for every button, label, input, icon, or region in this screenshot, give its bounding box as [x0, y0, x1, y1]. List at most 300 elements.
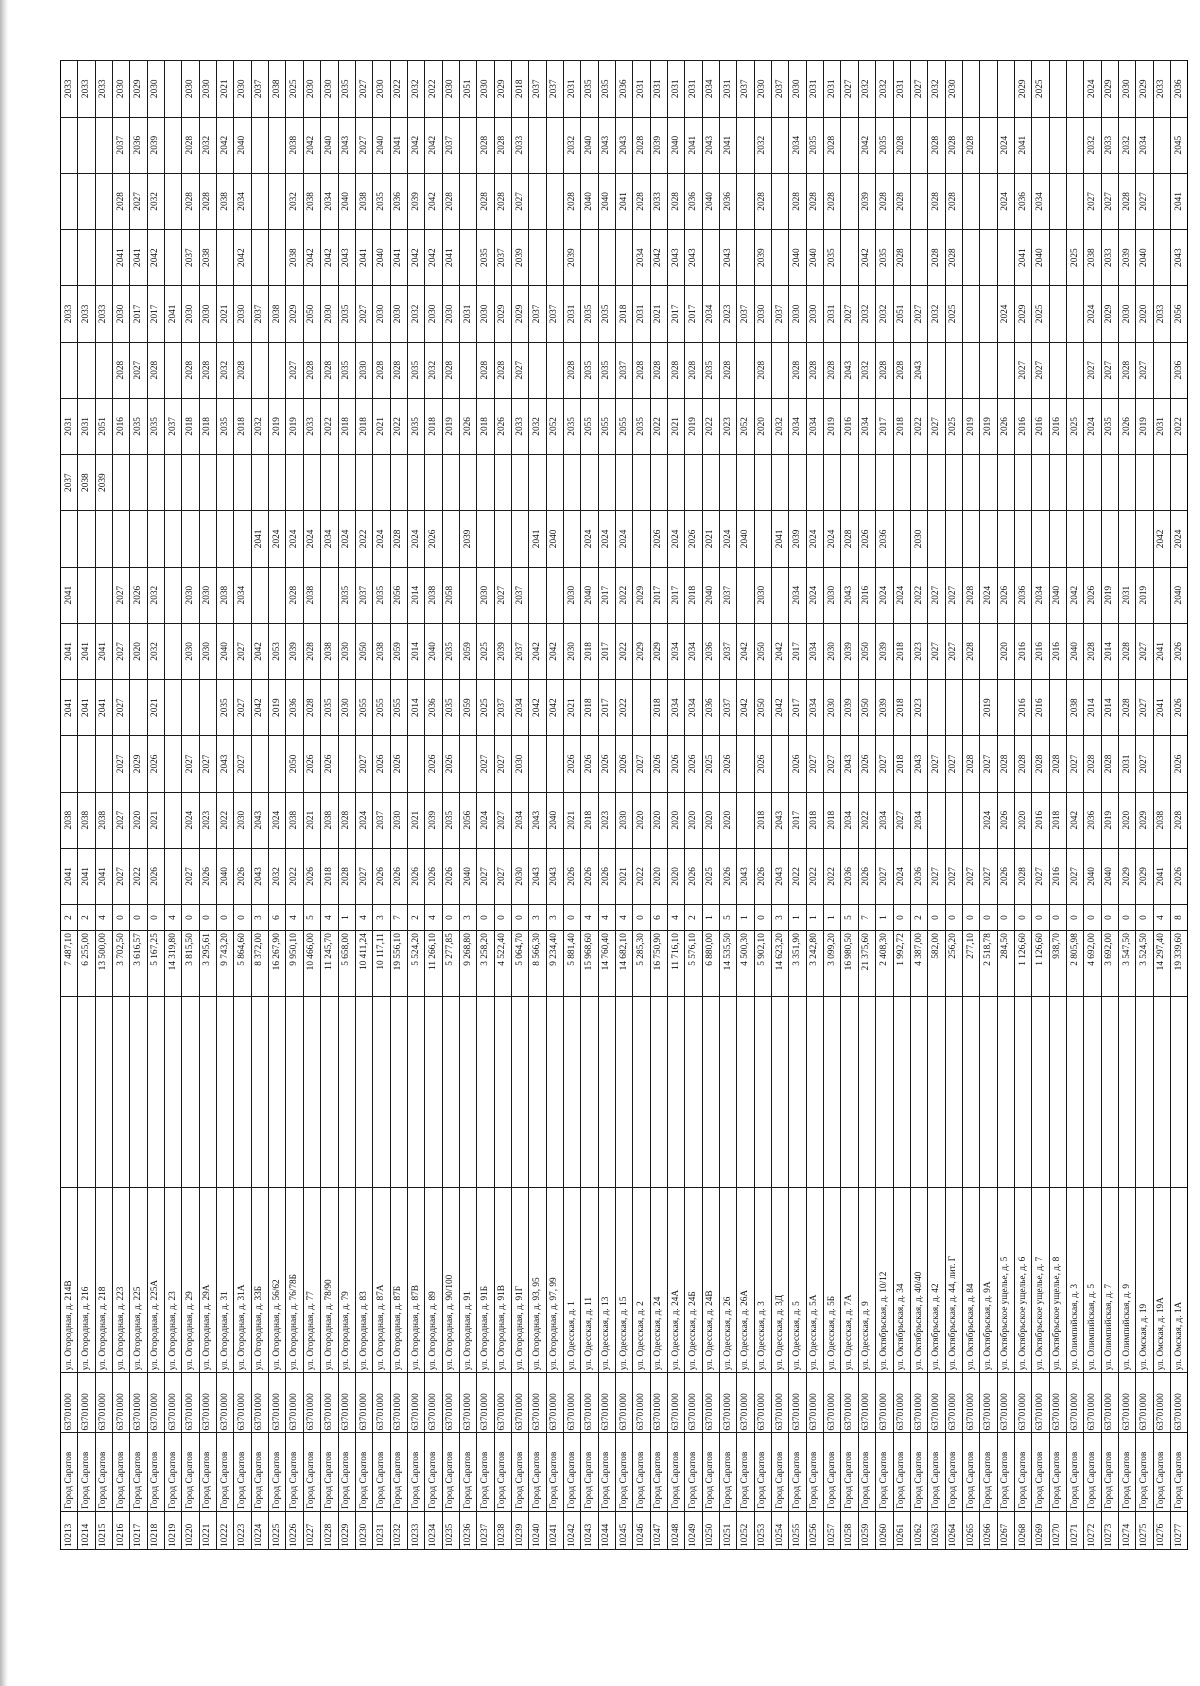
year-cell: [581, 455, 598, 511]
city-cell: Город Саратов: [251, 1433, 268, 1511]
city-cell: Город Саратов: [113, 1433, 130, 1511]
floors-cell: 0: [217, 905, 234, 931]
empty-cell: [373, 997, 390, 1188]
address-cell: ул. Одесская, д. 5А: [806, 1188, 823, 1373]
year-cell: 2020: [633, 792, 650, 848]
floors-cell: 4: [355, 905, 372, 931]
city-cell: Город Саратов: [633, 1433, 650, 1511]
year-cell: 2034: [1032, 567, 1049, 623]
year-cell: 2024: [824, 511, 841, 567]
row-number-cell: 10249: [685, 1511, 702, 1549]
year-cell: 2016: [1014, 623, 1031, 679]
floors-cell: 3: [251, 905, 268, 931]
empty-cell: [616, 997, 633, 1188]
empty-cell: [668, 997, 685, 1188]
table-row: [199, 61, 216, 1550]
city-cell: Город Саратов: [182, 1433, 199, 1511]
year-cell: [650, 455, 667, 511]
area-cell: 15 968,60: [581, 931, 598, 997]
city-cell: Город Саратов: [720, 1433, 737, 1511]
year-cell: [772, 736, 789, 792]
floors-cell: 0: [147, 905, 164, 931]
year-cell: 2030: [338, 623, 355, 679]
year-cell: 2040: [581, 117, 598, 173]
row-number-cell: 10247: [650, 1511, 667, 1549]
year-cell: 2041: [616, 173, 633, 229]
year-cell: 2021: [147, 792, 164, 848]
year-cell: 2038: [303, 173, 320, 229]
year-cell: [928, 511, 945, 567]
year-cell: 2041: [1171, 173, 1188, 229]
year-cell: 2039: [789, 511, 806, 567]
year-cell: [511, 455, 528, 511]
year-cell: 2027: [945, 623, 962, 679]
year-cell: [529, 173, 546, 229]
row-number-cell: 10273: [1101, 1511, 1118, 1549]
city-cell: Город Саратов: [269, 1433, 286, 1511]
year-cell: 2017: [598, 680, 615, 736]
row-number-cell: 10268: [1014, 1511, 1031, 1549]
oktmo-cell: 63701000: [720, 1373, 737, 1433]
year-cell: 2028: [893, 230, 910, 286]
table-row: [355, 61, 372, 1550]
address-cell: ул. Омская, д. 19: [1136, 1188, 1153, 1373]
year-cell: 2036: [425, 680, 442, 736]
year-cell: 2028: [442, 342, 459, 398]
year-cell: 2041: [251, 511, 268, 567]
year-cell: 2055: [616, 398, 633, 454]
year-cell: 2030: [754, 567, 771, 623]
year-cell: [1153, 230, 1170, 286]
oktmo-cell: 63701000: [1049, 1373, 1066, 1433]
table-row: [668, 61, 685, 1550]
address-cell: ул. Одесская, д. 15: [616, 1188, 633, 1373]
year-cell: 2031: [1118, 567, 1135, 623]
area-cell: 6 255,00: [78, 931, 95, 997]
oktmo-cell: 63701000: [286, 1373, 303, 1433]
year-cell: [165, 680, 182, 736]
floors-cell: 3: [529, 905, 546, 931]
year-cell: [997, 61, 1014, 118]
year-cell: 2028: [945, 173, 962, 229]
city-cell: Город Саратов: [61, 1433, 78, 1511]
year-cell: 2042: [546, 623, 563, 679]
year-cell: [269, 455, 286, 511]
year-cell: 2028: [113, 342, 130, 398]
year-cell: [997, 342, 1014, 398]
row-number-cell: 10263: [928, 1511, 945, 1549]
year-cell: 2016: [1032, 792, 1049, 848]
year-cell: 2033: [95, 61, 112, 118]
year-cell: 2040: [459, 848, 476, 904]
year-cell: [78, 511, 95, 567]
year-cell: 2026: [442, 736, 459, 792]
year-cell: [980, 511, 997, 567]
year-cell: 2024: [806, 567, 823, 623]
city-cell: Город Саратов: [217, 1433, 234, 1511]
year-cell: [459, 567, 476, 623]
year-cell: 2025: [702, 848, 719, 904]
area-cell: 5 864,60: [234, 931, 251, 997]
year-cell: [165, 230, 182, 286]
scan-edge-shadow: [0, 0, 8, 1686]
address-cell: ул. Огородная, д. 89: [425, 1188, 442, 1373]
table-row: [1136, 61, 1153, 1550]
empty-cell: [147, 997, 164, 1188]
row-number-cell: 10217: [130, 1511, 147, 1549]
floors-cell: 0: [1014, 905, 1031, 931]
year-cell: 2027: [876, 848, 893, 904]
year-cell: 2027: [1136, 736, 1153, 792]
year-cell: [61, 736, 78, 792]
address-cell: ул. Одесская, д. 3Д: [772, 1188, 789, 1373]
floors-cell: 7: [390, 905, 407, 931]
floors-cell: 0: [1084, 905, 1101, 931]
area-cell: 1 992,72: [893, 931, 910, 997]
year-cell: 2030: [199, 286, 216, 342]
year-cell: 2026: [650, 511, 667, 567]
year-cell: 2041: [61, 680, 78, 736]
year-cell: 2037: [720, 623, 737, 679]
year-cell: 2036: [685, 173, 702, 229]
year-cell: [1066, 173, 1083, 229]
year-cell: 2029: [1101, 61, 1118, 118]
year-cell: 2036: [702, 623, 719, 679]
year-cell: 2043: [841, 567, 858, 623]
row-number-cell: 10262: [910, 1511, 927, 1549]
year-cell: 2028: [234, 342, 251, 398]
year-cell: 2030: [616, 792, 633, 848]
capital-repair-schedule-table: [60, 60, 1188, 1550]
year-cell: 2037: [442, 117, 459, 173]
year-cell: 2043: [251, 792, 268, 848]
year-cell: 2028: [754, 173, 771, 229]
year-cell: 2026: [459, 398, 476, 454]
floors-cell: 0: [494, 905, 511, 931]
year-cell: 2028: [113, 173, 130, 229]
year-cell: 2032: [876, 286, 893, 342]
year-cell: 2030: [182, 286, 199, 342]
city-cell: Город Саратов: [1171, 1433, 1188, 1511]
year-cell: 2028: [824, 342, 841, 398]
year-cell: [980, 623, 997, 679]
year-cell: 2041: [78, 623, 95, 679]
year-cell: 2026: [1171, 736, 1188, 792]
table-row: [113, 61, 130, 1550]
year-cell: 2041: [95, 623, 112, 679]
year-cell: 2027: [355, 61, 372, 118]
city-cell: Город Саратов: [286, 1433, 303, 1511]
year-cell: 2041: [1014, 117, 1031, 173]
year-cell: 2040: [1171, 567, 1188, 623]
year-cell: [511, 511, 528, 567]
city-cell: Город Саратов: [1118, 1433, 1135, 1511]
year-cell: 2059: [459, 680, 476, 736]
address-cell: ул. Одесская, д. 24А: [668, 1188, 685, 1373]
oktmo-cell: 63701000: [303, 1373, 320, 1433]
row-number-cell: 10216: [113, 1511, 130, 1549]
empty-cell: [494, 997, 511, 1188]
table-row: [997, 61, 1014, 1550]
table-row: [980, 61, 997, 1550]
year-cell: 2024: [720, 511, 737, 567]
year-cell: [78, 567, 95, 623]
address-cell: ул. Огородная, д. 56/62: [269, 1188, 286, 1373]
year-cell: 2050: [858, 623, 875, 679]
table-row: [61, 61, 78, 1550]
year-cell: 2030: [199, 623, 216, 679]
row-number-cell: 10224: [251, 1511, 268, 1549]
year-cell: 2040: [546, 792, 563, 848]
floors-cell: 1: [806, 905, 823, 931]
year-cell: 2030: [234, 286, 251, 342]
row-number-cell: 10256: [806, 1511, 823, 1549]
year-cell: 2014: [1101, 680, 1118, 736]
year-cell: [1066, 117, 1083, 173]
year-cell: 2030: [147, 61, 164, 118]
empty-cell: [841, 997, 858, 1188]
year-cell: [459, 117, 476, 173]
year-cell: 2035: [442, 680, 459, 736]
year-cell: [910, 455, 927, 511]
area-cell: 3 351,90: [789, 931, 806, 997]
year-cell: 2037: [355, 567, 372, 623]
empty-cell: [130, 997, 147, 1188]
year-cell: [1032, 455, 1049, 511]
oktmo-cell: 63701000: [217, 1373, 234, 1433]
address-cell: ул. Олимпийская, д. 3: [1066, 1188, 1083, 1373]
oktmo-cell: 63701000: [130, 1373, 147, 1433]
oktmo-cell: 63701000: [1136, 1373, 1153, 1433]
address-cell: ул. Одесская, д. 5: [789, 1188, 806, 1373]
city-cell: Город Саратов: [1049, 1433, 1066, 1511]
year-cell: 2024: [997, 286, 1014, 342]
table-row: [702, 61, 719, 1550]
table-row: [269, 61, 286, 1550]
row-number-cell: 10229: [338, 1511, 355, 1549]
year-cell: [737, 736, 754, 792]
row-number-cell: 10275: [1136, 1511, 1153, 1549]
year-cell: [824, 455, 841, 511]
year-cell: 2017: [598, 567, 615, 623]
city-cell: Город Саратов: [858, 1433, 875, 1511]
year-cell: [616, 230, 633, 286]
floors-cell: 2: [61, 905, 78, 931]
year-cell: [980, 230, 997, 286]
year-cell: 2016: [1032, 680, 1049, 736]
year-cell: 2051: [893, 286, 910, 342]
year-cell: 2055: [390, 680, 407, 736]
year-cell: 2030: [511, 848, 528, 904]
year-cell: 2042: [425, 117, 442, 173]
city-cell: Город Саратов: [321, 1433, 338, 1511]
year-cell: 2028: [668, 342, 685, 398]
row-number-cell: 10233: [407, 1511, 424, 1549]
address-cell: ул. Олимпийская, д. 7: [1101, 1188, 1118, 1373]
address-cell: ул. Огородная, д. 29: [182, 1188, 199, 1373]
year-cell: 2043: [910, 736, 927, 792]
city-cell: Город Саратов: [234, 1433, 251, 1511]
year-cell: 2040: [702, 567, 719, 623]
year-cell: 2038: [1084, 230, 1101, 286]
year-cell: [1066, 511, 1083, 567]
year-cell: 2030: [789, 286, 806, 342]
year-cell: [1066, 286, 1083, 342]
year-cell: 2018: [199, 398, 216, 454]
area-cell: 3 692,00: [1101, 931, 1118, 997]
year-cell: [1136, 455, 1153, 511]
year-cell: [61, 342, 78, 398]
table-row: [529, 61, 546, 1550]
year-cell: 2024: [477, 792, 494, 848]
year-cell: 2037: [373, 792, 390, 848]
year-cell: 2043: [737, 848, 754, 904]
address-cell: ул. Огородная, д. 78/90: [321, 1188, 338, 1373]
oktmo-cell: 63701000: [633, 1373, 650, 1433]
year-cell: 2024: [581, 511, 598, 567]
floors-cell: 0: [1118, 905, 1135, 931]
year-cell: 2039: [563, 230, 580, 286]
address-cell: ул. Огородная, д. 77: [303, 1188, 320, 1373]
empty-cell: [893, 997, 910, 1188]
table-row: [546, 61, 563, 1550]
year-cell: 2055: [373, 680, 390, 736]
floors-cell: 7: [858, 905, 875, 931]
table-row: [598, 61, 615, 1550]
year-cell: 2018: [616, 286, 633, 342]
address-cell: ул. Одесская, д. 24: [650, 1188, 667, 1373]
year-cell: 2041: [61, 848, 78, 904]
year-cell: 2026: [373, 736, 390, 792]
area-cell: 16 267,90: [269, 931, 286, 997]
year-cell: [598, 455, 615, 511]
year-cell: 2038: [286, 117, 303, 173]
year-cell: 2028: [182, 117, 199, 173]
table-row: [165, 61, 182, 1550]
year-cell: 2040: [1136, 230, 1153, 286]
year-cell: 2043: [910, 342, 927, 398]
empty-cell: [563, 997, 580, 1188]
year-cell: 2030: [234, 61, 251, 118]
year-cell: [95, 567, 112, 623]
year-cell: 2018: [650, 680, 667, 736]
year-cell: [702, 455, 719, 511]
year-cell: 2034: [668, 623, 685, 679]
year-cell: 2043: [616, 117, 633, 173]
year-cell: 2043: [772, 848, 789, 904]
year-cell: [529, 736, 546, 792]
year-cell: 2031: [824, 61, 841, 118]
year-cell: [217, 511, 234, 567]
year-cell: [546, 117, 563, 173]
year-cell: 2043: [546, 848, 563, 904]
year-cell: 2042: [407, 117, 424, 173]
year-cell: [737, 173, 754, 229]
floors-cell: 3: [373, 905, 390, 931]
year-cell: 2030: [477, 61, 494, 118]
year-cell: 2026: [581, 736, 598, 792]
year-cell: [251, 736, 268, 792]
year-cell: 2027: [182, 848, 199, 904]
table-body: [61, 61, 1188, 1550]
year-cell: 2027: [841, 61, 858, 118]
year-cell: 2014: [407, 567, 424, 623]
year-cell: 2040: [321, 117, 338, 173]
table-row: [1153, 61, 1170, 1550]
year-cell: 2026: [147, 736, 164, 792]
year-cell: 2037: [251, 286, 268, 342]
year-cell: 2030: [390, 792, 407, 848]
year-cell: 2038: [78, 455, 95, 511]
year-cell: 2022: [321, 398, 338, 454]
year-cell: 2041: [78, 848, 95, 904]
year-cell: 2027: [130, 173, 147, 229]
year-cell: 2019: [1136, 567, 1153, 623]
year-cell: 2018: [806, 792, 823, 848]
year-cell: [494, 455, 511, 511]
year-cell: 2016: [113, 398, 130, 454]
city-cell: Город Саратов: [390, 1433, 407, 1511]
row-number-cell: 10219: [165, 1511, 182, 1549]
year-cell: 2034: [841, 792, 858, 848]
floors-cell: 0: [477, 905, 494, 931]
city-cell: Город Саратов: [355, 1433, 372, 1511]
year-cell: 2033: [511, 398, 528, 454]
empty-cell: [754, 997, 771, 1188]
year-cell: 2038: [78, 792, 95, 848]
year-cell: 2034: [789, 398, 806, 454]
area-cell: 3 099,20: [824, 931, 841, 997]
empty-cell: [529, 997, 546, 1188]
city-cell: Город Саратов: [997, 1433, 1014, 1511]
empty-cell: [355, 997, 372, 1188]
table-row: [147, 61, 164, 1550]
year-cell: 2040: [598, 173, 615, 229]
floors-cell: 1: [338, 905, 355, 931]
year-cell: [61, 117, 78, 173]
year-cell: 2020: [650, 792, 667, 848]
year-cell: 2027: [477, 848, 494, 904]
oktmo-cell: 63701000: [494, 1373, 511, 1433]
area-cell: 3 258,20: [477, 931, 494, 997]
year-cell: 2034: [702, 286, 719, 342]
address-cell: ул. Октябрьская, д. 34: [893, 1188, 910, 1373]
year-cell: 2020: [1118, 792, 1135, 848]
year-cell: 2042: [772, 623, 789, 679]
year-cell: 2028: [477, 342, 494, 398]
year-cell: 2034: [321, 173, 338, 229]
year-cell: [1153, 736, 1170, 792]
oktmo-cell: 63701000: [737, 1373, 754, 1433]
year-cell: [95, 511, 112, 567]
year-cell: 2031: [61, 398, 78, 454]
year-cell: 2027: [113, 848, 130, 904]
oktmo-cell: 63701000: [841, 1373, 858, 1433]
year-cell: 2032: [217, 342, 234, 398]
year-cell: [130, 455, 147, 511]
year-cell: [1153, 117, 1170, 173]
year-cell: 2024: [997, 117, 1014, 173]
year-cell: [251, 230, 268, 286]
table-row: [1049, 61, 1066, 1550]
year-cell: 2042: [858, 230, 875, 286]
year-cell: 2028: [303, 680, 320, 736]
year-cell: 2036: [1171, 342, 1188, 398]
year-cell: [1049, 511, 1066, 567]
year-cell: 2030: [321, 286, 338, 342]
year-cell: 2025: [1032, 61, 1049, 118]
year-cell: 2034: [1032, 173, 1049, 229]
